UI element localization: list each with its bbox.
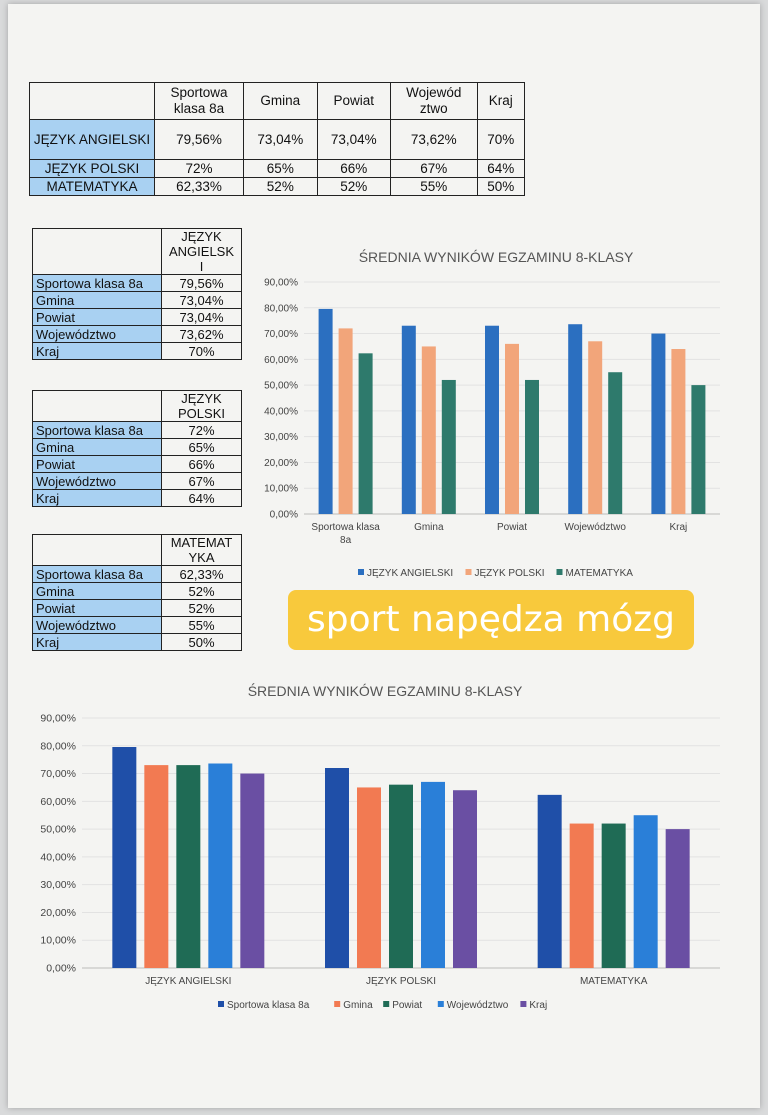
y-tick-label: 0,00% — [46, 962, 76, 975]
subtable-value: 70% — [162, 343, 242, 360]
main-table-col-header: Powiat — [317, 83, 390, 120]
main-table-col-header: Wojewód ztwo — [390, 83, 477, 120]
bar — [651, 334, 665, 514]
subtable-corner-cell — [33, 391, 162, 422]
main-table-cell: 55% — [390, 178, 477, 196]
bar — [357, 787, 381, 968]
subtable-row-label: Powiat — [33, 309, 162, 326]
main-table-cell: 72% — [155, 160, 244, 178]
bar — [671, 349, 685, 514]
bar — [442, 380, 456, 514]
y-tick-label: 30,00% — [264, 432, 298, 444]
x-tick-label: JĘZYK ANGIELSKI — [145, 976, 232, 987]
subtable-row-label: Województwo — [33, 473, 162, 490]
x-tick-label: 8a — [340, 535, 352, 546]
legend-label: Województwo — [446, 1000, 509, 1011]
subtable-header-row — [33, 229, 242, 275]
legend-swatch — [557, 569, 563, 575]
legend-swatch — [520, 1001, 526, 1007]
subtable-value: 79,56% — [162, 275, 242, 292]
subtable-row-label: Powiat — [33, 600, 162, 617]
bar — [453, 790, 477, 968]
y-tick-label: 30,00% — [40, 879, 76, 892]
subtable-value: 55% — [162, 617, 242, 634]
subtable-row — [33, 456, 242, 473]
main-table-cell: 67% — [390, 160, 477, 178]
subtable-value: 73,62% — [162, 326, 242, 343]
x-tick-label: Kraj — [669, 522, 688, 533]
subtable-value: 52% — [162, 583, 242, 600]
main-table-cell: 52% — [244, 178, 317, 196]
subtable-row-label: Województwo — [33, 617, 162, 634]
subtable-row — [33, 634, 242, 651]
legend-label: MATEMATYKA — [565, 568, 633, 579]
y-tick-label: 50,00% — [40, 823, 76, 836]
main-table-cell: 66% — [317, 160, 390, 178]
subtable-row — [33, 343, 242, 360]
bar — [240, 774, 264, 968]
subtable-row — [33, 566, 242, 583]
main-results-table — [29, 82, 525, 196]
y-tick-label: 10,00% — [40, 934, 76, 947]
bar — [402, 326, 416, 514]
y-tick-label: 70,00% — [40, 768, 76, 781]
bar — [389, 785, 413, 968]
main-table-cell: 73,04% — [317, 120, 390, 160]
bar — [176, 765, 200, 968]
y-tick-label: 40,00% — [264, 406, 298, 418]
legend-swatch — [438, 1001, 444, 1007]
legend-swatch — [218, 1001, 224, 1007]
bar — [570, 824, 594, 968]
y-tick-label: 20,00% — [40, 906, 76, 919]
bar — [666, 829, 690, 968]
y-tick-label: 40,00% — [40, 851, 76, 864]
subtable-row-label: Kraj — [33, 343, 162, 360]
bar — [634, 815, 658, 968]
subtable-row-label: Kraj — [33, 490, 162, 507]
x-tick-label: Województwo — [564, 522, 626, 533]
y-tick-label: 20,00% — [264, 457, 298, 469]
subtable-value: 52% — [162, 600, 242, 617]
bar — [538, 795, 562, 968]
legend-swatch — [466, 569, 472, 575]
subtable-row-label: Sportowa klasa 8a — [33, 566, 162, 583]
subtable-row — [33, 473, 242, 490]
subtable-row-label: Gmina — [33, 439, 162, 456]
legend-swatch — [383, 1001, 389, 1007]
bar — [421, 782, 445, 968]
bar — [485, 326, 499, 514]
bar — [568, 324, 582, 514]
x-tick-label: Powiat — [496, 522, 528, 533]
subtable-row — [33, 617, 242, 634]
y-tick-label: 10,00% — [264, 483, 298, 495]
subtable-value: 62,33% — [162, 566, 242, 583]
main-table-row — [30, 178, 525, 196]
x-tick-label: Gmina — [414, 522, 444, 533]
bar — [144, 765, 168, 968]
slogan-text: sport napędza mózg — [307, 599, 675, 640]
subtable-corner-cell — [33, 229, 162, 275]
bar — [112, 747, 136, 968]
chart-title: ŚREDNIA WYNIKÓW EGZAMINU 8-KLASY — [358, 249, 634, 265]
subtable-row-label: Sportowa klasa 8a — [33, 275, 162, 292]
math-subtable — [32, 534, 242, 651]
legend-swatch — [334, 1001, 340, 1007]
main-table-col-header: Sportowa klasa 8a — [155, 83, 244, 120]
subtable-row — [33, 490, 242, 507]
chart-by-location — [248, 232, 740, 588]
x-tick-label: MATEMATYKA — [579, 976, 648, 987]
subtable-header: MATEMAT YKA — [162, 535, 242, 566]
subtable-value: 65% — [162, 439, 242, 456]
legend-label: JĘZYK POLSKI — [474, 568, 545, 579]
main-table-row — [30, 120, 525, 160]
subtable-row-label: Województwo — [33, 326, 162, 343]
bar — [208, 764, 232, 969]
subtable-value: 67% — [162, 473, 242, 490]
bar — [359, 353, 373, 514]
subtable-value: 73,04% — [162, 309, 242, 326]
y-tick-label: 80,00% — [40, 740, 76, 753]
subtable-row — [33, 309, 242, 326]
main-table-cell: 62,33% — [155, 178, 244, 196]
subtable-header: JĘZYK ANGIELSK I — [162, 229, 242, 275]
subtable-header: JĘZYK POLSKI — [162, 391, 242, 422]
main-table-cell: 70% — [477, 120, 524, 160]
y-tick-label: 60,00% — [264, 354, 298, 366]
main-table-cell: 79,56% — [155, 120, 244, 160]
main-table-header-row — [30, 83, 525, 120]
y-tick-label: 70,00% — [264, 329, 298, 341]
slogan-banner — [288, 590, 694, 650]
subtable-row-label: Sportowa klasa 8a — [33, 422, 162, 439]
subtable-row — [33, 600, 242, 617]
main-table-cell: 52% — [317, 178, 390, 196]
subtable-header-row — [33, 535, 242, 566]
bar — [691, 385, 705, 514]
subtable-value: 73,04% — [162, 292, 242, 309]
paper-sheet — [8, 4, 760, 1108]
y-tick-label: 50,00% — [264, 380, 298, 392]
subtable-value: 50% — [162, 634, 242, 651]
main-table-cell: 50% — [477, 178, 524, 196]
main-table-cell: 65% — [244, 160, 317, 178]
subtable-row-label: Gmina — [33, 583, 162, 600]
subtable-row-label: Gmina — [33, 292, 162, 309]
bar — [525, 380, 539, 514]
bar — [588, 341, 602, 514]
legend-label: Kraj — [529, 1000, 548, 1011]
y-tick-label: 80,00% — [264, 303, 298, 315]
subtable-row — [33, 422, 242, 439]
bar — [602, 824, 626, 968]
bar — [339, 328, 353, 514]
bar — [505, 344, 519, 514]
bar — [325, 768, 349, 968]
main-table-cell: 64% — [477, 160, 524, 178]
x-tick-label: JĘZYK POLSKI — [365, 976, 437, 987]
main-table-corner-cell — [30, 83, 155, 120]
subtable-row — [33, 326, 242, 343]
subtable-row — [33, 439, 242, 456]
main-table-col-header: Kraj — [477, 83, 524, 120]
subtable-value: 64% — [162, 490, 242, 507]
y-tick-label: 0,00% — [269, 509, 298, 521]
y-tick-label: 60,00% — [40, 795, 76, 808]
legend-swatch — [358, 569, 364, 575]
legend-label: Gmina — [343, 1000, 373, 1011]
main-table-row-label: MATEMATYKA — [30, 178, 155, 196]
main-table-row-label: JĘZYK POLSKI — [30, 160, 155, 178]
subtable-header-row — [33, 391, 242, 422]
main-table-cell: 73,04% — [244, 120, 317, 160]
main-table-row-label: JĘZYK ANGIELSKI — [30, 120, 155, 160]
chart-title: ŚREDNIA WYNIKÓW EGZAMINU 8-KLASY — [247, 683, 523, 699]
subtable-row — [33, 275, 242, 292]
subtable-row-label: Powiat — [33, 456, 162, 473]
subtable-value: 72% — [162, 422, 242, 439]
bar — [608, 372, 622, 514]
bar — [422, 346, 436, 514]
subtable-value: 66% — [162, 456, 242, 473]
y-tick-label: 90,00% — [40, 712, 76, 725]
main-table-cell: 73,62% — [390, 120, 477, 160]
x-tick-label: Sportowa klasa — [311, 522, 380, 533]
english-subtable — [32, 228, 242, 360]
polish-subtable — [32, 390, 242, 507]
subtable-row — [33, 583, 242, 600]
subtable-row — [33, 292, 242, 309]
legend-label: Sportowa klasa 8a — [227, 1000, 310, 1011]
main-table-col-header: Gmina — [244, 83, 317, 120]
bar — [319, 309, 333, 514]
legend-label: JĘZYK ANGIELSKI — [367, 568, 454, 579]
y-tick-label: 90,00% — [264, 277, 298, 289]
main-table-row — [30, 160, 525, 178]
subtable-row-label: Kraj — [33, 634, 162, 651]
legend-label: Powiat — [392, 1000, 423, 1011]
chart-by-subject — [30, 672, 730, 1022]
subtable-corner-cell — [33, 535, 162, 566]
